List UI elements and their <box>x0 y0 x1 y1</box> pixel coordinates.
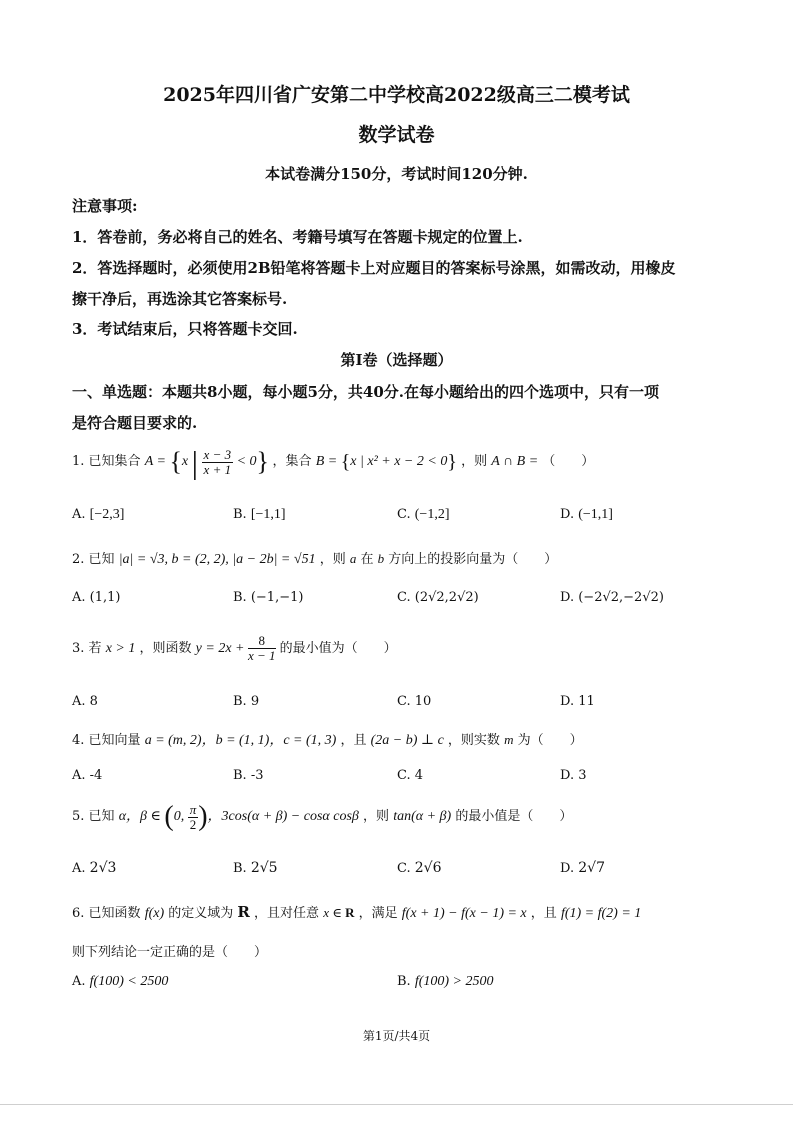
q2-vec-b: b <box>377 551 385 566</box>
question-4 <box>72 729 583 749</box>
exam-title: 2025年四川省广安第二中学校高2022级高三二模考试 <box>163 84 630 106</box>
q4-var: m <box>504 732 514 747</box>
notice-heading: 注意事项: <box>72 197 138 215</box>
q6-mid4: ，且 <box>530 906 557 921</box>
notice-item-2-cont: 擦干净后，再选涂其它答案标号. <box>72 290 288 308</box>
page-number: 第1页/共4页 <box>362 1029 431 1043</box>
q5-option-d: D. 2√7 <box>560 860 605 876</box>
q4-prefix: 4. 已知向量 <box>72 733 141 748</box>
q6-mid2: ，且对任意 <box>254 906 320 921</box>
q5-option-c: C. 2√6 <box>397 860 442 876</box>
exam-info: 本试卷满分150分，考试时间120分钟. <box>265 165 528 183</box>
q2-mid: ，则 <box>319 552 346 567</box>
q2-option-c: C. (2√2,2√2) <box>397 590 479 605</box>
q2-prefix: 2. 已知 <box>72 552 115 567</box>
q4-option-b: B. -3 <box>233 768 264 783</box>
notice-item-1: 1．答卷前，务必将自己的姓名、考籍号填写在答题卡规定的位置上. <box>72 228 523 246</box>
q1-option-b: B. [−1,1] <box>233 507 286 522</box>
q3-suffix: 的最小值为（ ） <box>279 641 397 656</box>
notice-item-3: 3．考试结束后，只将答题卡交回. <box>72 320 298 338</box>
q5-domain: α，β ∈ (0, $\frac{\pi}{2}$ )，3cos(α + β) − cosα cosβ <box>118 801 359 832</box>
q5-suffix: ，则 <box>363 809 390 825</box>
q2-expr: |a| = √3, b = (2, 2), |a − 2b| = √51 <box>118 552 316 567</box>
q2-suffix: 方向上的投影向量为（ ） <box>388 552 558 567</box>
q1-paren: （ ） <box>542 454 595 470</box>
q1-mid: ，集合 <box>272 454 312 470</box>
part-title-line1: 一、单选题：本题共8小题，每小题5分，共40分.在每小题给出的四个选项中，只有一项 <box>72 383 659 401</box>
q4-and: ，且 <box>340 733 367 748</box>
notice-item-2: 2．答选择题时，必须使用2B铅笔将答题卡上对应题目的答案标号涂黑，如需改动，用橡皮 <box>72 259 676 277</box>
q6-values: f(1) = f(2) = 1 <box>560 906 642 921</box>
q5-prefix: 5. 已知 <box>72 809 115 825</box>
q6-option-a: A. f(100) < 2500 <box>72 974 169 989</box>
q4-suffix2: 为（ ） <box>517 733 583 748</box>
q2-option-d: D. (−2√2,−2√2) <box>560 590 664 605</box>
q4-option-c: C. 4 <box>397 768 424 783</box>
q2-vec-a: a <box>349 551 357 566</box>
q6-option-b: B. f(100) > 2500 <box>397 974 494 989</box>
q3-option-c: C. 10 <box>397 694 432 709</box>
q4-vectors: a = (m, 2)，b = (1, 1)，c = (1, 3) <box>144 733 337 748</box>
question-6 <box>72 902 641 922</box>
q5-option-a: A. 2√3 <box>72 860 117 876</box>
q6-mid: 的定义域为 <box>168 906 234 921</box>
q3-mid: ，则函数 <box>139 641 192 656</box>
q6-reals: R <box>237 903 250 921</box>
question-2 <box>72 548 557 568</box>
q6-prefix: 6. 已知函数 <box>72 906 141 921</box>
q4-condition: (2a − b) ⊥ c <box>370 733 444 748</box>
q5-option-b: B. 2√5 <box>233 860 278 876</box>
q6-line2: 则下列结论一定正确的是（ ） <box>72 945 268 960</box>
q3-option-d: D. 11 <box>560 694 595 709</box>
q3-option-b: B. 9 <box>233 694 260 709</box>
q6-x-in-r: x ∈ R <box>323 905 355 920</box>
q1-expr: A ∩ B = <box>491 454 539 470</box>
q3-prefix: 3. 若 <box>72 641 102 656</box>
q1-option-a: A. [−2,3] <box>72 507 125 522</box>
q1-suffix: ，则 <box>461 454 488 470</box>
q2-option-a: A. (1,1) <box>72 590 121 605</box>
q3-option-a: A. 8 <box>72 694 98 709</box>
q2-option-b: B. (−1,−1) <box>233 590 304 605</box>
q3-function: y = 2x + $\frac{8}{x - 1}$ <box>195 633 276 664</box>
q5-suffix2: 的最小值是（ ） <box>455 809 573 825</box>
q4-suffix: ，则实数 <box>447 733 500 748</box>
q2-mid2: 在 <box>360 552 374 567</box>
q4-option-a: A. -4 <box>72 768 103 783</box>
q6-mid3: ，满足 <box>358 906 398 921</box>
q6-relation: f(x + 1) − f(x − 1) = x <box>401 906 527 921</box>
q6-func: f(x) <box>144 906 165 921</box>
q1-option-c: C. (−1,2] <box>397 507 450 522</box>
q1-set-b: B = {x | x² + x − 2 < 0} <box>315 451 457 473</box>
q1-prefix: 1. 已知集合 <box>72 454 141 470</box>
q1-option-d: D. (−1,1] <box>560 507 613 522</box>
question-5 <box>72 796 572 838</box>
q5-expr: tan(α + β) <box>393 809 452 825</box>
question-3 <box>72 628 397 670</box>
exam-subtitle: 数学试卷 <box>358 124 435 146</box>
q1-set-a: A = {x | $\frac{x - 3}{x + 1}$ < 0} <box>144 444 270 480</box>
volume-title: 第I卷（选择题） <box>340 351 453 369</box>
q3-condition: x > 1 <box>105 641 136 656</box>
question-1 <box>72 440 594 484</box>
part-title-line2: 是符合题目要求的. <box>72 414 198 432</box>
page-bottom-divider <box>0 1104 793 1105</box>
q4-option-d: D. 3 <box>560 768 587 783</box>
